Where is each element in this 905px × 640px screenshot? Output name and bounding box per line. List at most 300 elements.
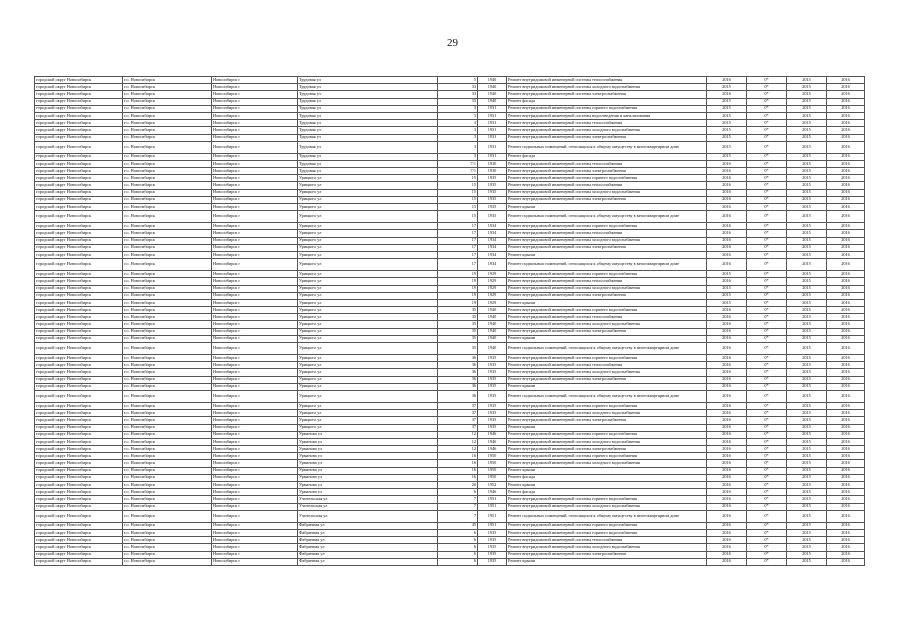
house-cell: 15 <box>438 175 478 182</box>
year-built-cell: 1940 <box>478 98 507 105</box>
street-cell: Урманова ул <box>298 438 438 445</box>
period-start-cell: 2015 <box>787 189 827 196</box>
house-cell: 3 <box>438 127 478 134</box>
work-type-cell: Ремонт внутридомовой инженерной системы горячего водоснабжения <box>507 453 707 460</box>
house-cell: 36 <box>438 355 478 362</box>
municipality-cell: г.о. Новосибирск <box>123 112 212 119</box>
street-cell: Учительская ул <box>298 496 438 503</box>
period-start-cell: 2015 <box>787 335 827 342</box>
table-row <box>35 292 865 299</box>
period-end-cell: 2016 <box>827 251 865 258</box>
period-end-cell: 2016 <box>827 127 865 134</box>
period-end-cell: 2016 <box>827 496 865 503</box>
table-row <box>35 424 865 431</box>
year-built-cell: 1934 <box>478 237 507 244</box>
city-cell: Новосибирск г <box>212 112 298 119</box>
house-cell: 35 <box>438 307 478 314</box>
period-end-cell: 2016 <box>827 120 865 127</box>
table-row <box>35 244 865 251</box>
house-cell: 6 <box>438 544 478 551</box>
municipality-cell: г.о. Новосибирск <box>123 438 212 445</box>
city-cell: Новосибирск г <box>212 551 298 558</box>
period-end-cell: 2016 <box>827 529 865 536</box>
cost-cell: 0* <box>747 134 787 141</box>
street-cell: Урицкого ул <box>298 335 438 342</box>
house-cell: 33 <box>438 91 478 98</box>
plan-year-cell: 2015 <box>707 120 747 127</box>
city-cell: Новосибирск г <box>212 410 298 417</box>
street-cell: Трудовая ул <box>298 98 438 105</box>
work-type-cell: Ремонт подвальных помещений, относящихся к общему имуществу в многоквартирном доме <box>507 390 707 402</box>
work-type-cell: Ремонт фасада <box>507 98 707 105</box>
work-type-cell: Ремонт внутридомовой инженерной системы электроснабжения <box>507 196 707 203</box>
municipality-cell: г.о. Новосибирск <box>123 529 212 536</box>
table-row <box>35 141 865 153</box>
work-type-cell: Ремонт внутридомовой инженерной системы горячего водоснабжения <box>507 105 707 112</box>
house-cell: 35 <box>438 335 478 342</box>
period-start-cell: 2015 <box>787 105 827 112</box>
house-cell: 36 <box>438 390 478 402</box>
year-built-cell: 1951 <box>478 510 507 522</box>
cost-cell: 0* <box>747 453 787 460</box>
district-cell: городской округ Новосибирск <box>35 453 123 460</box>
plan-year-cell: 2016 <box>707 390 747 402</box>
district-cell: городской округ Новосибирск <box>35 204 123 211</box>
year-built-cell: 1935 <box>478 529 507 536</box>
plan-year-cell: 2016 <box>707 244 747 251</box>
work-type-cell: Ремонт внутридомовой инженерной системы электроснабжения <box>507 168 707 175</box>
year-built-cell: 1929 <box>478 299 507 306</box>
municipality-cell: г.о. Новосибирск <box>123 160 212 167</box>
city-cell: Новосибирск г <box>212 244 298 251</box>
table-row <box>35 237 865 244</box>
house-cell: 17 <box>438 223 478 230</box>
municipality-cell: г.о. Новосибирск <box>123 544 212 551</box>
period-end-cell: 2016 <box>827 299 865 306</box>
work-type-cell: Ремонт внутридомовой инженерной системы электроснабжения <box>507 328 707 335</box>
period-start-cell: 2015 <box>787 153 827 160</box>
street-cell: Урицкого ул <box>298 369 438 376</box>
period-start-cell: 2015 <box>787 417 827 424</box>
city-cell: Новосибирск г <box>212 278 298 285</box>
plan-year-cell: 2016 <box>707 168 747 175</box>
house-cell: 17 <box>438 251 478 258</box>
period-start-cell: 2015 <box>787 321 827 328</box>
cost-cell: 0* <box>747 383 787 390</box>
city-cell: Новосибирск г <box>212 120 298 127</box>
work-type-cell: Ремонт внутридомовой инженерной системы холодного водоснабжения <box>507 84 707 91</box>
municipality-cell: г.о. Новосибирск <box>123 496 212 503</box>
table-row <box>35 175 865 182</box>
period-end-cell: 2016 <box>827 285 865 292</box>
house-cell: 6 <box>438 558 478 565</box>
street-cell: Трудовая ул <box>298 84 438 91</box>
plan-year-cell: 2016 <box>707 211 747 223</box>
street-cell: Урицкого ул <box>298 223 438 230</box>
year-built-cell: 1935 <box>478 417 507 424</box>
house-cell: 5 <box>438 77 478 84</box>
year-built-cell: 1931 <box>478 141 507 153</box>
municipality-cell: г.о. Новосибирск <box>123 390 212 402</box>
table-row <box>35 77 865 84</box>
plan-year-cell: 2016 <box>707 223 747 230</box>
city-cell: Новосибирск г <box>212 91 298 98</box>
work-type-cell: Ремонт подвальных помещений, относящихся к общему имуществу в многоквартирном доме <box>507 141 707 153</box>
year-built-cell: 1946 <box>478 438 507 445</box>
house-cell: 45 <box>438 522 478 529</box>
plan-year-cell: 2015 <box>707 98 747 105</box>
year-built-cell: 1940 <box>478 307 507 314</box>
period-end-cell: 2016 <box>827 369 865 376</box>
work-type-cell: Ремонт внутридомовой инженерной системы горячего водоснабжения <box>507 522 707 529</box>
work-type-cell: Ремонт крыши <box>507 299 707 306</box>
house-cell: 36 <box>438 369 478 376</box>
street-cell: Трудовая ул <box>298 141 438 153</box>
period-end-cell: 2016 <box>827 91 865 98</box>
period-end-cell: 2016 <box>827 182 865 189</box>
cost-cell: 0* <box>747 460 787 467</box>
street-cell: Урицкого ул <box>298 175 438 182</box>
municipality-cell: г.о. Новосибирск <box>123 402 212 409</box>
work-type-cell: Ремонт внутридомовой инженерной системы теплоснабжения <box>507 230 707 237</box>
year-built-cell: 1946 <box>478 431 507 438</box>
municipality-cell: г.о. Новосибирск <box>123 510 212 522</box>
plan-year-cell: 2016 <box>707 355 747 362</box>
period-start-cell: 2015 <box>787 278 827 285</box>
district-cell: городской округ Новосибирск <box>35 223 123 230</box>
house-cell: 7/1 <box>438 160 478 167</box>
municipality-cell: г.о. Новосибирск <box>123 467 212 474</box>
period-end-cell: 2016 <box>827 551 865 558</box>
period-end-cell: 2016 <box>827 230 865 237</box>
street-cell: Фабричная ул <box>298 544 438 551</box>
district-cell: городской округ Новосибирск <box>35 134 123 141</box>
municipality-cell: г.о. Новосибирск <box>123 259 212 271</box>
district-cell: городской округ Новосибирск <box>35 230 123 237</box>
city-cell: Новосибирск г <box>212 204 298 211</box>
year-built-cell: 1940 <box>478 335 507 342</box>
city-cell: Новосибирск г <box>212 558 298 565</box>
period-start-cell: 2015 <box>787 355 827 362</box>
period-start-cell: 2015 <box>787 299 827 306</box>
year-built-cell: 1935 <box>478 182 507 189</box>
year-built-cell: 1935 <box>478 390 507 402</box>
year-built-cell: 1931 <box>478 112 507 119</box>
municipality-cell: г.о. Новосибирск <box>123 489 212 496</box>
table-row <box>35 558 865 565</box>
municipality-cell: г.о. Новосибирск <box>123 278 212 285</box>
table-row <box>35 510 865 522</box>
period-end-cell: 2016 <box>827 196 865 203</box>
period-end-cell: 2016 <box>827 112 865 119</box>
city-cell: Новосибирск г <box>212 417 298 424</box>
period-end-cell: 2016 <box>827 522 865 529</box>
year-built-cell: 1950 <box>478 474 507 481</box>
cost-cell: 0* <box>747 369 787 376</box>
city-cell: Новосибирск г <box>212 343 298 355</box>
street-cell: Трудовая ул <box>298 77 438 84</box>
table-row <box>35 446 865 453</box>
district-cell: городской округ Новосибирск <box>35 259 123 271</box>
plan-year-cell: 2016 <box>707 417 747 424</box>
street-cell: Урицкого ул <box>298 343 438 355</box>
plan-year-cell: 2016 <box>707 522 747 529</box>
cost-cell: 0* <box>747 84 787 91</box>
year-built-cell: 1934 <box>478 230 507 237</box>
city-cell: Новосибирск г <box>212 292 298 299</box>
house-cell: 7 <box>438 496 478 503</box>
plan-year-cell: 2015 <box>707 134 747 141</box>
street-cell: Урицкого ул <box>298 410 438 417</box>
cost-cell: 0* <box>747 544 787 551</box>
municipality-cell: г.о. Новосибирск <box>123 335 212 342</box>
municipality-cell: г.о. Новосибирск <box>123 127 212 134</box>
year-built-cell: 1951 <box>478 522 507 529</box>
city-cell: Новосибирск г <box>212 307 298 314</box>
period-end-cell: 2016 <box>827 355 865 362</box>
plan-year-cell: 2016 <box>707 402 747 409</box>
period-start-cell: 2015 <box>787 489 827 496</box>
house-cell: 7 <box>438 510 478 522</box>
period-end-cell: 2016 <box>827 244 865 251</box>
city-cell: Новосибирск г <box>212 153 298 160</box>
city-cell: Новосибирск г <box>212 355 298 362</box>
city-cell: Новосибирск г <box>212 446 298 453</box>
district-cell: городской округ Новосибирск <box>35 343 123 355</box>
district-cell: городской округ Новосибирск <box>35 299 123 306</box>
street-cell: Урицкого ул <box>298 204 438 211</box>
municipality-cell: г.о. Новосибирск <box>123 321 212 328</box>
cost-cell: 0* <box>747 424 787 431</box>
period-start-cell: 2015 <box>787 182 827 189</box>
period-start-cell: 2015 <box>787 160 827 167</box>
year-built-cell: 1940 <box>478 328 507 335</box>
district-cell: городской округ Новосибирск <box>35 431 123 438</box>
work-type-cell: Ремонт внутридомовой инженерной системы теплоснабжения <box>507 314 707 321</box>
city-cell: Новосибирск г <box>212 544 298 551</box>
period-end-cell: 2016 <box>827 105 865 112</box>
period-end-cell: 2016 <box>827 537 865 544</box>
period-end-cell: 2016 <box>827 482 865 489</box>
plan-year-cell: 2016 <box>707 453 747 460</box>
cost-cell: 0* <box>747 271 787 278</box>
district-cell: городской округ Новосибирск <box>35 321 123 328</box>
cost-cell: 0* <box>747 390 787 402</box>
cost-cell: 0* <box>747 204 787 211</box>
municipality-cell: г.о. Новосибирск <box>123 522 212 529</box>
table-row <box>35 496 865 503</box>
period-end-cell: 2016 <box>827 544 865 551</box>
plan-year-cell: 2015 <box>707 271 747 278</box>
house-cell: 19 <box>438 292 478 299</box>
table-row <box>35 390 865 402</box>
street-cell: Урманова ул <box>298 446 438 453</box>
cost-cell: 0* <box>747 474 787 481</box>
work-type-cell: Ремонт внутридомовой инженерной системы холодного водоснабжения <box>507 544 707 551</box>
cost-cell: 0* <box>747 160 787 167</box>
work-type-cell: Ремонт внутридомовой инженерной системы холодного водоснабжения <box>507 460 707 467</box>
period-start-cell: 2015 <box>787 390 827 402</box>
house-cell: 17 <box>438 244 478 251</box>
cost-cell: 0* <box>747 489 787 496</box>
district-cell: городской округ Новосибирск <box>35 510 123 522</box>
house-cell: 15 <box>438 189 478 196</box>
table-row <box>35 529 865 536</box>
cost-cell: 0* <box>747 417 787 424</box>
district-cell: городской округ Новосибирск <box>35 522 123 529</box>
street-cell: Урицкого ул <box>298 362 438 369</box>
municipality-cell: г.о. Новосибирск <box>123 537 212 544</box>
city-cell: Новосибирск г <box>212 259 298 271</box>
house-cell: 37 <box>438 417 478 424</box>
table-row <box>35 105 865 112</box>
period-start-cell: 2015 <box>787 292 827 299</box>
plan-year-cell: 2016 <box>707 278 747 285</box>
district-cell: городской округ Новосибирск <box>35 410 123 417</box>
house-cell: 3 <box>438 112 478 119</box>
table-row <box>35 551 865 558</box>
table-row <box>35 134 865 141</box>
cost-cell: 0* <box>747 292 787 299</box>
cost-cell: 0* <box>747 537 787 544</box>
period-end-cell: 2016 <box>827 84 865 91</box>
year-built-cell: 1931 <box>478 153 507 160</box>
work-type-cell: Ремонт внутридомовой инженерной системы холодного водоснабжения <box>507 321 707 328</box>
street-cell: Урманова ул <box>298 431 438 438</box>
year-built-cell: 1935 <box>478 362 507 369</box>
period-end-cell: 2016 <box>827 362 865 369</box>
plan-year-cell: 2016 <box>707 551 747 558</box>
cost-cell: 0* <box>747 503 787 510</box>
year-built-cell: 1940 <box>478 314 507 321</box>
street-cell: Урицкого ул <box>298 321 438 328</box>
house-cell: 16 <box>438 474 478 481</box>
year-built-cell: 1940 <box>478 84 507 91</box>
period-start-cell: 2015 <box>787 77 827 84</box>
municipality-cell: г.о. Новосибирск <box>123 175 212 182</box>
work-type-cell: Ремонт подвальных помещений, относящихся к общему имуществу в многоквартирном доме <box>507 211 707 223</box>
table-row <box>35 460 865 467</box>
house-cell: 3 <box>438 134 478 141</box>
street-cell: Трудовая ул <box>298 168 438 175</box>
municipality-cell: г.о. Новосибирск <box>123 446 212 453</box>
house-cell: 3 <box>438 105 478 112</box>
plan-year-cell: 2016 <box>707 160 747 167</box>
municipality-cell: г.о. Новосибирск <box>123 141 212 153</box>
work-type-cell: Ремонт крыши <box>507 424 707 431</box>
house-cell: 36 <box>438 362 478 369</box>
district-cell: городской округ Новосибирск <box>35 489 123 496</box>
year-built-cell: 1940 <box>478 343 507 355</box>
period-start-cell: 2015 <box>787 431 827 438</box>
street-cell: Учительская ул <box>298 503 438 510</box>
municipality-cell: г.о. Новосибирск <box>123 307 212 314</box>
street-cell: Урманова ул <box>298 467 438 474</box>
city-cell: Новосибирск г <box>212 529 298 536</box>
year-built-cell: 1935 <box>478 204 507 211</box>
period-start-cell: 2015 <box>787 141 827 153</box>
work-type-cell: Ремонт внутридомовой инженерной системы теплоснабжения <box>507 182 707 189</box>
cost-cell: 0* <box>747 127 787 134</box>
period-start-cell: 2015 <box>787 402 827 409</box>
table-row <box>35 98 865 105</box>
district-cell: городской округ Новосибирск <box>35 141 123 153</box>
work-type-cell: Ремонт внутридомовой инженерной системы горячего водоснабжения <box>507 307 707 314</box>
period-start-cell: 2015 <box>787 510 827 522</box>
work-type-cell: Ремонт крыши <box>507 204 707 211</box>
city-cell: Новосибирск г <box>212 496 298 503</box>
city-cell: Новосибирск г <box>212 196 298 203</box>
municipality-cell: г.о. Новосибирск <box>123 314 212 321</box>
year-built-cell: 1946 <box>478 446 507 453</box>
street-cell: Урицкого ул <box>298 259 438 271</box>
district-cell: городской округ Новосибирск <box>35 482 123 489</box>
city-cell: Новосибирск г <box>212 160 298 167</box>
work-type-cell: Ремонт крыши <box>507 383 707 390</box>
municipality-cell: г.о. Новосибирск <box>123 237 212 244</box>
cost-cell: 0* <box>747 223 787 230</box>
work-type-cell: Ремонт внутридомовой инженерной системы теплоснабжения <box>507 362 707 369</box>
table-row <box>35 410 865 417</box>
district-cell: городской округ Новосибирск <box>35 211 123 223</box>
house-cell: 16 <box>438 467 478 474</box>
period-end-cell: 2016 <box>827 438 865 445</box>
period-start-cell: 2015 <box>787 244 827 251</box>
district-cell: городской округ Новосибирск <box>35 474 123 481</box>
house-cell: 7/1 <box>438 168 478 175</box>
district-cell: городской округ Новосибирск <box>35 77 123 84</box>
plan-year-cell: 2016 <box>707 343 747 355</box>
street-cell: Урицкого ул <box>298 328 438 335</box>
plan-year-cell: 2016 <box>707 537 747 544</box>
cost-cell: 0* <box>747 496 787 503</box>
house-cell: 17 <box>438 259 478 271</box>
year-built-cell: 1935 <box>478 369 507 376</box>
cost-cell: 0* <box>747 446 787 453</box>
municipality-cell: г.о. Новосибирск <box>123 120 212 127</box>
period-end-cell: 2016 <box>827 175 865 182</box>
street-cell: Трудовая ул <box>298 120 438 127</box>
municipality-cell: г.о. Новосибирск <box>123 376 212 383</box>
table-row <box>35 251 865 258</box>
district-cell: городской округ Новосибирск <box>35 558 123 565</box>
city-cell: Новосибирск г <box>212 489 298 496</box>
period-end-cell: 2016 <box>827 510 865 522</box>
cost-cell: 0* <box>747 285 787 292</box>
street-cell: Фабричная ул <box>298 551 438 558</box>
period-end-cell: 2016 <box>827 402 865 409</box>
work-type-cell: Ремонт крыши <box>507 467 707 474</box>
house-cell: 36 <box>438 383 478 390</box>
plan-year-cell: 2016 <box>707 376 747 383</box>
district-cell: городской округ Новосибирск <box>35 175 123 182</box>
table-row <box>35 417 865 424</box>
table-row <box>35 223 865 230</box>
district-cell: городской округ Новосибирск <box>35 285 123 292</box>
period-end-cell: 2016 <box>827 424 865 431</box>
district-cell: городской округ Новосибирск <box>35 84 123 91</box>
work-type-cell: Ремонт крыши <box>507 558 707 565</box>
year-built-cell: 1934 <box>478 259 507 271</box>
house-cell: 15 <box>438 204 478 211</box>
city-cell: Новосибирск г <box>212 383 298 390</box>
work-type-cell: Ремонт фасада <box>507 489 707 496</box>
year-built-cell: 1950 <box>478 453 507 460</box>
cost-cell: 0* <box>747 112 787 119</box>
period-start-cell: 2015 <box>787 362 827 369</box>
city-cell: Новосибирск г <box>212 182 298 189</box>
period-end-cell: 2016 <box>827 134 865 141</box>
